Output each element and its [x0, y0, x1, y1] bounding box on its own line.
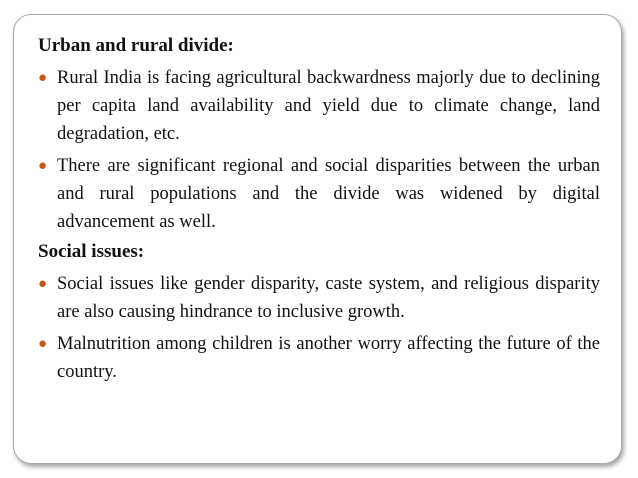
list-item — [38, 64, 600, 148]
list-item — [38, 330, 600, 386]
list-item — [38, 270, 600, 326]
bullet-text: Rural India is facing agricultural backwardness majorly due to declining per capita land availability and yield due to climate change, land degradation, etc. — [57, 68, 600, 144]
bullet-dot-icon: ● — [38, 276, 48, 292]
slide-content — [38, 34, 600, 390]
bullet-list-social-issues — [38, 270, 600, 386]
bullet-text: Malnutrition among children is another worry affecting the future of the country. — [57, 334, 600, 382]
bullet-dot-icon: ● — [38, 70, 48, 86]
list-item — [38, 152, 600, 236]
bullet-list-urban-rural — [38, 64, 600, 236]
bullet-dot-icon: ● — [38, 336, 48, 352]
section-heading-social-issues: Social issues: — [38, 241, 145, 262]
section-heading-urban-rural: Urban and rural divide: — [38, 35, 234, 56]
bullet-dot-icon: ● — [38, 158, 48, 174]
bullet-text: There are significant regional and social disparities between the urban and rural populations and the divide was widened by digital advancement as well. — [57, 156, 600, 232]
bullet-text: Social issues like gender disparity, caste system, and religious disparity are also causing hindrance to inclusive growth. — [57, 274, 600, 322]
